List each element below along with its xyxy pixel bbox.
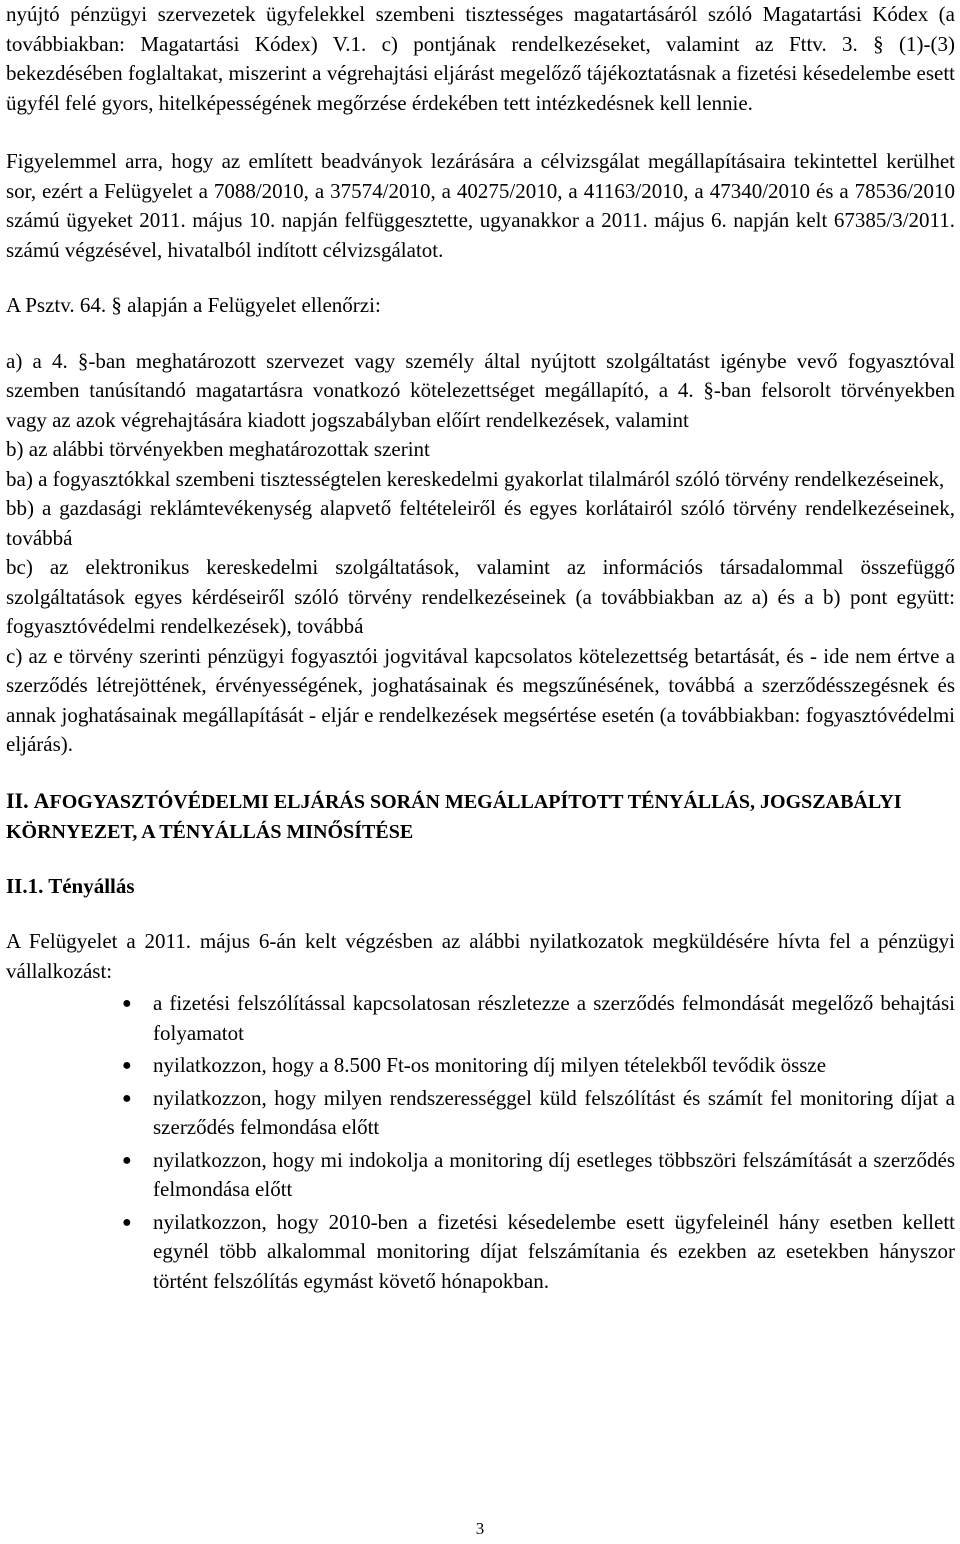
section-first-letter: A	[33, 787, 50, 813]
control-item-a: a) a 4. §-ban meghatározott szervezet vagy személy által nyújtott szolgáltatást igénybe vevő fogyasztóval szemben tanúsítandó magatartásra vonatkozó kötelezettséget megállapító, a 4. §-ban felsorolt törvényekben vagy az azok végrehajtására kiadott jogszabályban előírt rendelkezések, valamint	[6, 348, 955, 432]
paragraph-suspension: Figyelemmel arra, hogy az említett beadványok lezárására a célvizsgálat megállapításaira tekintettel kerülhet sor, ezért a Felügyelet a 7088/2010, a 37574/2010, a 40275/2010, a 41163/2010, a 47340/2010 és a 78536/2010 számú ügyeket 2011. május 10. napján felfüggesztette, ugyanakkor a 2011. május 6. napján kelt 67385/3/2011. számú végzésével, hivatalból indított célvizsgálatot.	[6, 149, 955, 262]
request-bullet-list	[6, 989, 955, 1296]
section-number: II.	[6, 787, 29, 813]
list-item-text: nyilatkozzon, hogy mi indokolja a monitoring díj esetleges többszöri felszámítását a szerződés felmondása előtt	[153, 1147, 955, 1201]
subsection-heading: II.1. Tényállás	[6, 873, 135, 898]
control-item-b: b) az alábbi törvényekben meghatározottak szerint	[6, 437, 430, 461]
control-item-bb: bb) a gazdasági reklámtevékenység alapvető feltételeiről és egyes korlátairól szóló törvény rendelkezéseinek, továbbá	[6, 496, 955, 550]
page-number: 3	[475, 1519, 485, 1538]
list-item	[6, 1084, 955, 1143]
bullet-icon: ●	[122, 1151, 132, 1169]
list-item	[6, 989, 955, 1048]
control-item-ba: ba) a fogyasztókkal szembeni tisztességtelen kereskedelmi gyakorlat tilalmáról szóló törvény rendelkezéseinek,	[6, 466, 945, 491]
list-item	[6, 1208, 955, 1297]
paragraph-psztv-intro: A Psztv. 64. § alapján a Felügyelet ellenőrzi:	[6, 293, 381, 317]
control-list	[6, 347, 955, 760]
list-item-text: nyilatkozzon, hogy a 8.500 Ft-os monitoring díj milyen tételekből tevődik össze	[153, 1053, 827, 1077]
list-item-text: nyilatkozzon, hogy milyen rendszerességgel küld felszólítást és számít fel monitoring díjat a szerződés felmondása előtt	[153, 1085, 955, 1139]
bullet-icon: ●	[122, 1213, 132, 1231]
paragraph-request-intro: A Felügyelet a 2011. május 6-án kelt végzésben az alábbi nyilatkozatok megküldésére hívta fel a pénzügyi vállalkozást:	[6, 929, 955, 983]
list-item-text: a fizetési felszólítással kapcsolatosan részletezze a szerződés felmondását megelőző behajtási folyamatot	[153, 991, 955, 1045]
list-item	[6, 1146, 955, 1205]
bullet-icon: ●	[122, 995, 132, 1012]
list-item	[6, 1051, 955, 1081]
paragraph-code-of-conduct: nyújtó pénzügyi szervezetek ügyfelekkel szembeni tisztességes magatartásáról szóló Magatartási Kódex (a továbbiakban: Magatartási Kódex) V.1. c) pontjának rendelkezéseket, valamint az Fttv. 3. § (1)-(3) bekezdésében foglaltakat, miszerint a végrehajtási eljárást megelőző tájékoztatásnak a fizetési késedelembe esett ügyfél felé gyors, hitelképességének megőrzése érdekében tett intézkedésnek kell lennie.	[6, 2, 955, 115]
section-heading	[6, 786, 955, 847]
document-page	[6, 0, 955, 1296]
control-item-c: c) az e törvény szerinti pénzügyi fogyasztói jogvitával kapcsolatos kötelezettség betartását, és - ide nem értve a szerződés létrejöttének, érvényességének, joghatásainak és megszűnésének, továbbá a szerződésszegésnek és annak joghatásainak megállapítását - eljár e rendelkezések megsértése esetén (a továbbiakban: fogyasztóvédelmi eljárás).	[6, 643, 955, 756]
bullet-icon: ●	[122, 1089, 132, 1107]
list-item-text: nyilatkozzon, hogy 2010-ben a fizetési késedelembe esett ügyfeleinél hány esetben kellett egynél több alkalommal monitoring díjat felszámítania és ezekben az esetekben hányszor történt felszólítás egymást követő hónapokban.	[153, 1209, 955, 1293]
control-item-bc: bc) az elektronikus kereskedelmi szolgáltatások, valamint az információs társadalommal összefüggő szolgáltatások egyes kérdéseiről szóló törvény rendelkezéseinek (a továbbiakban az a) és a b) pont együtt: fogyasztóvédelmi rendelkezések), továbbá	[6, 555, 955, 638]
section-title-rest: FOGYASZTÓVÉDELMI ELJÁRÁS SORÁN MEGÁLLAPÍTOTT TÉNYÁLLÁS, JOGSZABÁLYI KÖRNYEZET, A TÉNYÁLLÁS MINŐSÍTÉSE	[6, 790, 902, 843]
bullet-icon: ●	[122, 1057, 132, 1074]
